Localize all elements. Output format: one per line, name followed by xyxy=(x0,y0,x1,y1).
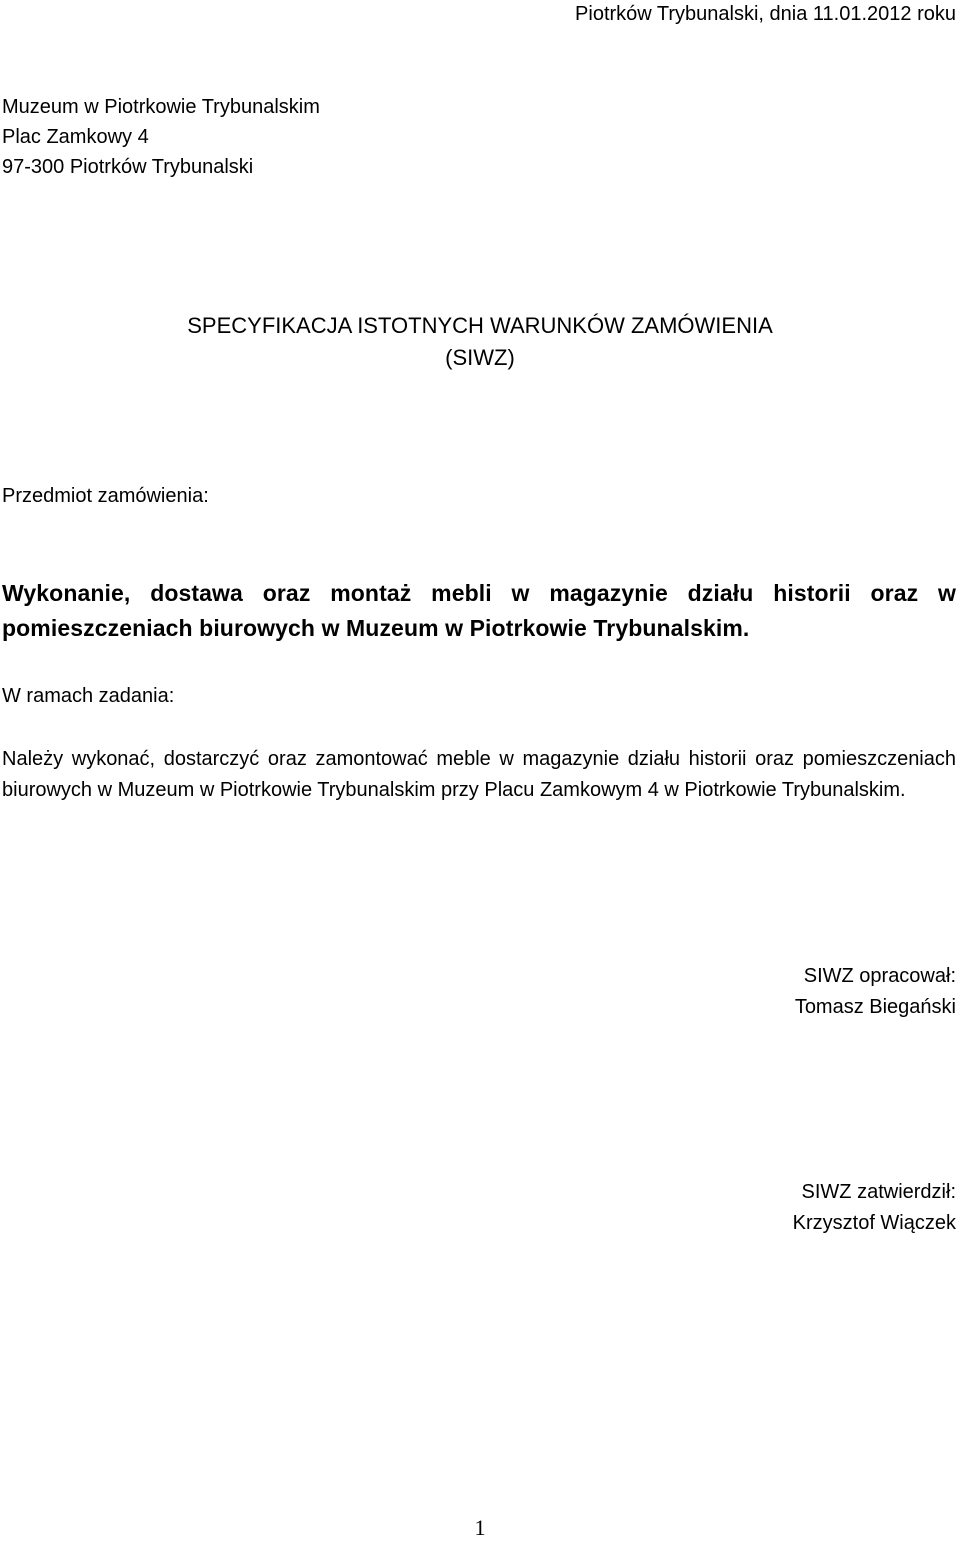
task-label: W ramach zadania: xyxy=(2,685,175,707)
signature-name: Tomasz Biegański xyxy=(794,996,956,1018)
title-line-2: (SIWZ) xyxy=(445,345,515,370)
task-text: Należy wykonać, dostarczyć oraz zamontować meble w magazynie działu historii oraz pomieszczeniach biurowych w Muzeum w Piotrkowie Trybunalskim przy Placu Zamkowym 4 w Piotrkowie Trybunalskim. xyxy=(2,748,956,801)
signature-role: SIWZ opracował: xyxy=(803,965,956,987)
subject-text: Wykonanie, dostawa oraz montaż mebli w magazynie działu historii oraz w pomieszczeniach biurowych w Muzeum w Piotrkowie Trybunalskim. xyxy=(2,580,956,641)
document-title xyxy=(0,310,960,374)
recipient-address xyxy=(2,92,320,182)
place-date: Piotrków Trybunalski, dnia 11.01.2012 roku xyxy=(575,3,956,25)
recipient-street: Plac Zamkowy 4 xyxy=(2,126,149,148)
page-number: 1 xyxy=(474,1515,486,1540)
signature-name: Krzysztof Wiączek xyxy=(792,1212,956,1234)
subject-label: Przedmiot zamówienia: xyxy=(2,485,209,507)
signature-role: SIWZ zatwierdził: xyxy=(801,1181,956,1203)
signature-prepared xyxy=(795,961,956,1023)
recipient-city: 97-300 Piotrków Trybunalski xyxy=(2,156,254,178)
signature-approved xyxy=(793,1177,956,1239)
recipient-name: Muzeum w Piotrkowie Trybunalskim xyxy=(2,96,320,118)
title-line-1: SPECYFIKACJA ISTOTNYCH WARUNKÓW ZAMÓWIENIA xyxy=(187,313,773,338)
